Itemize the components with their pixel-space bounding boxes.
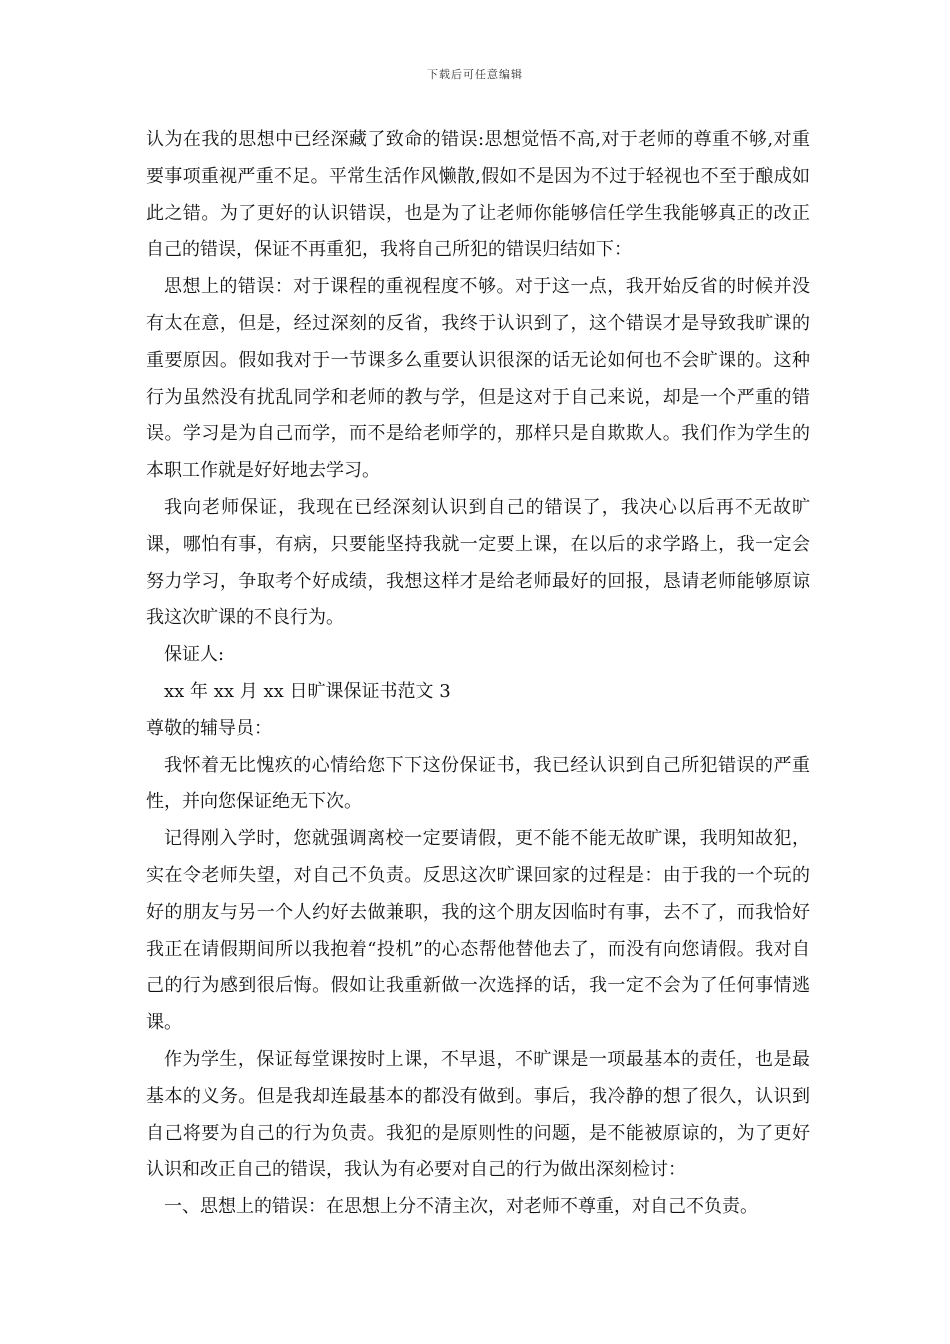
paragraph-thought-error: 思想上的错误：对于课程的重视程度不够。对于这一点，我开始反省的时候并没有太在意，但是，经过深刻的反省，我终于认识到了，这个错误才是导致我旷课的重要原因。假如我对于一节课多么重要认识很深的话无论如何也不会旷课的。这种行为虽然没有扰乱同学和老师的教与学，但是这对于自己来说，却是一个严重的错误。学习是为自己而学，而不是给老师学的，那样只是自欺欺人。我们作为学生的本职工作就是好好地去学习。 — [146, 276, 810, 482]
paragraph-responsibility: 作为学生，保证每堂课按时上课，不早退，不旷课是一项最基本的责任，也是最基本的义务。但是我却连最基本的都没有做到。事后，我冷静的想了很久，认识到自己将要为自己的行为负责。我犯的是原则性的问题，是不能被原谅的，为了更好认识和改正自己的错误，我认为有必要对自己的行为做出深刻检讨： — [146, 1048, 810, 1181]
salutation: 尊敬的辅导员： — [146, 717, 272, 739]
guarantor-label: 保证人: — [164, 644, 225, 666]
paragraph-promise: 我向老师保证，我现在已经深刻认识到自己的错误了，我决心以后再不无故旷课，哪怕有事，有病，只要能坚持我就一定要上课，在以后的求学路上，我一定会努力学习，争取考个好成绩，我想这样才是给老师最好的回报，恳请老师能够原谅我这次旷课的不良行为。 — [146, 496, 810, 629]
date-and-section-title: xx 年 xx 月 xx 日旷课保证书范文 3 — [164, 680, 451, 702]
document-body — [146, 122, 810, 1226]
paragraph-point-one: 一、思想上的错误：在思想上分不清主次，对老师不尊重，对自己不负责。 — [164, 1196, 758, 1218]
page-header: 下载后可任意编辑 — [427, 68, 523, 81]
paragraph-continuation: 认为在我的思想中已经深藏了致命的错误:思想觉悟不高,对于老师的尊重不够,对重要事项重视严重不足。平常生活作风懒散,假如不是因为不过于轻视也不至于酿成如此之错。为了更好的认识错误，也是为了让老师你能够信任学生我能够真正的改正自己的错误，保证不再重犯，我将自己所犯的错误归结如下： — [146, 129, 810, 261]
paragraph-apology: 我怀着无比愧疚的心情给您下下这份保证书，我已经认识到自己所犯错误的严重性，并向您保证绝无下次。 — [146, 754, 810, 813]
paragraph-reflection: 记得刚入学时，您就强调离校一定要请假，更不能不能无故旷课，我明知故犯，实在令老师失望，对自己不负责。反思这次旷课回家的过程是：由于我的一个玩的好的朋友与另一个人约好去做兼职，我的这个朋友因临时有事，去不了，而我恰好我正在请假期间所以我抱着“投机”的心态帮他替他去了，而没有向您请假。我对自己的行为感到很后悔。假如让我重新做一次选择的话，我一定不会为了任何事情逃课。 — [146, 828, 810, 1034]
